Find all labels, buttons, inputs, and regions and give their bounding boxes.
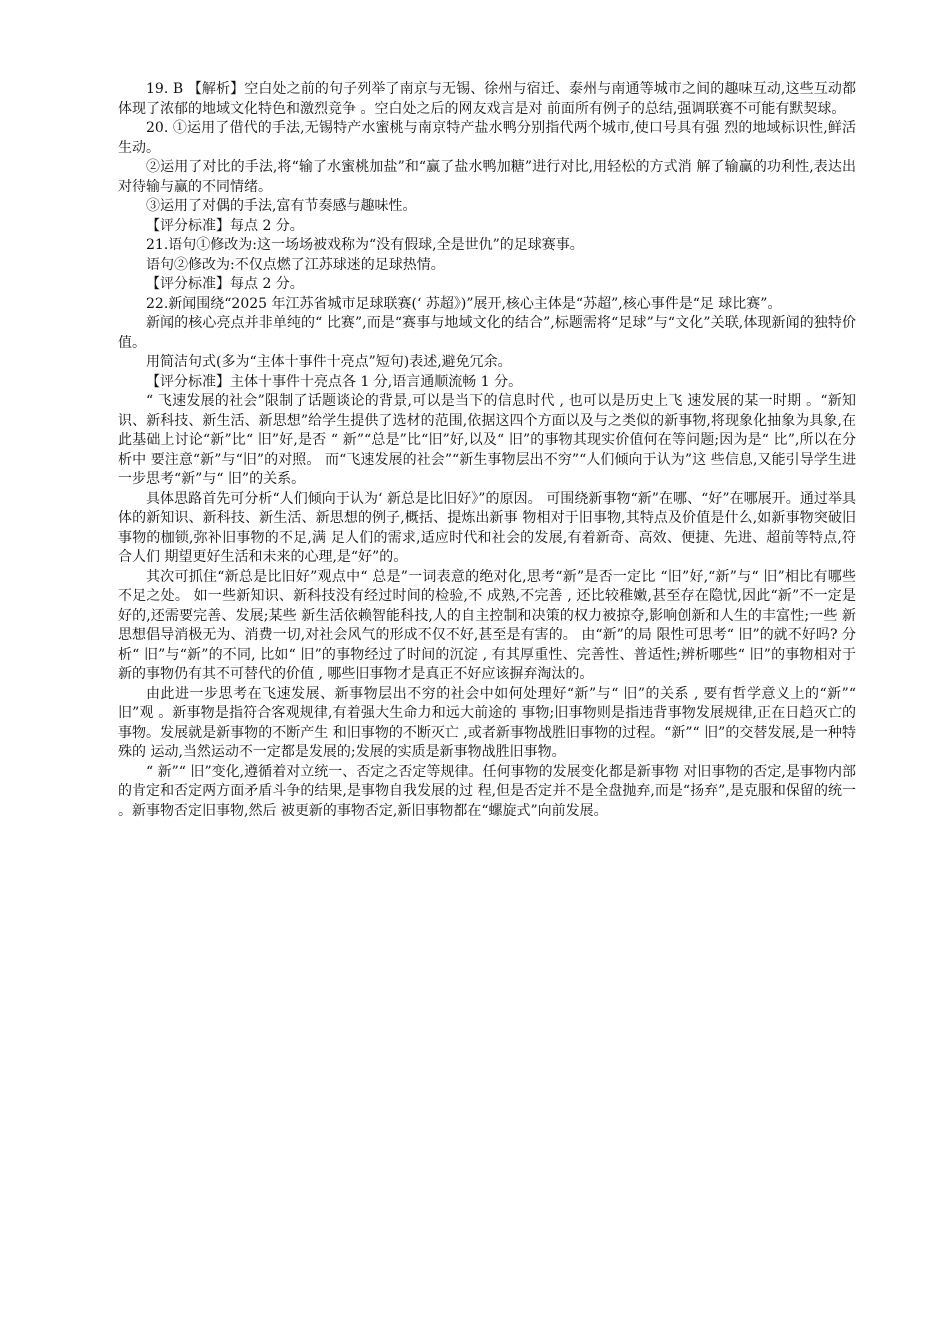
answer-22-style: 用简洁句式(多为“主体十事件十亮点”短句)表述,避免冗余。 bbox=[146, 354, 512, 370]
essay-guide-step-3: 由此进一步思考在飞速发展、新事物层出不穷的社会中如何处理好“新”与“ 旧”的关系 , 要有哲学意义上的“新”“ 旧”观 。新事物是指符合客观规律,有着强大生命力和远大前途的 事物;旧事物则是指违背事物发展规律,正在日趋灭亡的事物。发展就是新事物的不断产生 和旧事物的不断灭亡 ,或者新事物战胜旧事物的过程。“新”“ 旧”的交替发展,是一种特殊的 运动,当然运动不一定都是发展的;发展的实质是新事物战胜旧事物。 bbox=[118, 685, 861, 760]
answer-22-highlight: 新闻的核心亮点并非单纯的“ 比赛”,而是“赛事与地域文化的结合”,标题需将“足球”与“文化”关联,体现新闻的独特价值。 bbox=[118, 315, 856, 351]
scoring-standard-21: 【评分标准】每点 2 分。 bbox=[146, 276, 304, 292]
answer-20-point-3: ③运用了对偶的手法,富有节奏感与趣味性。 bbox=[146, 198, 417, 214]
answer-22-subject: 22.新闻围绕“2025 年江苏省城市足球联赛(‘ 苏超》)”展开,核心主体是“苏超”,核心事件是“足 球比赛”。 bbox=[146, 295, 782, 312]
answer-21-sentence-2: 语句②修改为:不仅点燃了江苏球迷的足球热情。 bbox=[146, 256, 445, 273]
essay-guide-step-1: 具体思路首先可分析“人们倾向于认为‘ 新总是比旧好》”的原因。 可围绕新事物“新”在哪、“好”在哪展开。通过举具体的新知识、新科技、新生活、新思想的例子,概括、提炼出新事 物相对于旧事物,其特点及价值是什么,如新事物突破旧事物的枷锁,弥补旧事物的不足,满 足人们的需求,适应时代和社会的发展,有着新奇、高效、便捷、先进、超前等特点,符合人们 期望更好生活和未来的心理,是“好”的。 bbox=[118, 490, 856, 565]
answer-19: 19. B 【解析】空白处之前的句子列举了南京与无锡、徐州与宿迁、泰州与南通等城市之间的趣味互动,这些互动都体现了浓郁的地域文化特色和激烈竞争 。空白处之后的网友戏言是对 前面所有例子的总结,强调联赛不可能有默契球。 bbox=[118, 81, 856, 117]
essay-guide-intro: “ 飞速发展的社会”限制了话题谈论的背景,可以是当下的信息时代 , 也可以是历史上飞 速发展的某一时期 。“新知识、新科技、新生活、新思想”给学生提供了选材的范围,依据这四个方面以及与之类似的新事物,将现象化抽象为具象,在此基础上讨论“新”比“ 旧”好,是否 “ 新”“总是”比“旧”好,以及“ 旧”的事物其现实价值何在等问题;因为是“ 比”,所以在分析中 要注意“新”与“旧”的对照。 而“飞速发展的社会”“新生事物层出不穷”“人们倾向于认为”这 些信息,又能引导学生进一步思考“新”与“ 旧”的关系。 bbox=[118, 393, 856, 487]
scoring-standard-22: 【评分标准】主体十事件十亮点各 1 分,语言通顺流畅 1 分。 bbox=[146, 373, 523, 390]
answer-21-sentence-1: 21.语句①修改为:这一场场被戏称为“没有假球,全是世仇”的足球赛事。 bbox=[146, 237, 584, 253]
scoring-standard-20: 【评分标准】每点 2 分。 bbox=[146, 217, 304, 234]
answer-key-page bbox=[118, 80, 861, 821]
answer-20-point-1: 20. ①运用了借代的手法,无锡特产水蜜桃与南京特产盐水鸭分别指代两个城市,使口号具有强 烈的地域标识性,鲜活生动。 bbox=[118, 120, 856, 156]
essay-guide-step-2: 其次可抓住“新总是比旧好”观点中“ 总是”一词表意的绝对化,思考“新”是否一定比 “旧”好,“新”与“ 旧”相比有哪些不足之处。 如一些新知识、新科技没有经过时间的检验,不 成熟,不完善 , 还比较稚嫩,甚至存在隐忧,因此“新”不一定是好的,还需要完善、发展;某些 新生活依赖智能科技,人的自主控制和决策的权力被掠夺,影响创新和人生的丰富性;一些 新思想倡导消极无为、消费一切,对社会风气的形成不仅不好,甚至是有害的。 由“新”的局 限性可思考“ 旧”的就不好吗? 分析“ 旧”与“新”的不同, 比如“ 旧”的事物经过了时间的沉淀 , 有其厚重性、完善性、普适性;辨析哪些“ 旧”的事物相对于新的事物仍有其不可替代的价值 , 哪些旧事物才是真正不好应该摒弃淘汰的。 bbox=[118, 568, 856, 682]
answer-20-point-2: ②运用了对比的手法,将“输了水蜜桃加盐”和“赢了盐水鸭加糖”进行对比,用轻松的方式消 解了输赢的功利性,表达出对待输与赢的不同情绪。 bbox=[118, 159, 856, 195]
essay-guide-step-4: “ 新”“ 旧”变化,遵循着对立统一、否定之否定等规律。任何事物的发展变化都是新事物 对旧事物的否定,是事物内部的肯定和否定两方面矛盾斗争的结果,是事物自我发展的过 程,但是否定并不是全盘抛弃,而是“扬弃”,是克服和保留的统一 。新事物否定旧事物,然后 被更新的事物否定,新旧事物都在“螺旋式”向前发展。 bbox=[118, 763, 861, 819]
